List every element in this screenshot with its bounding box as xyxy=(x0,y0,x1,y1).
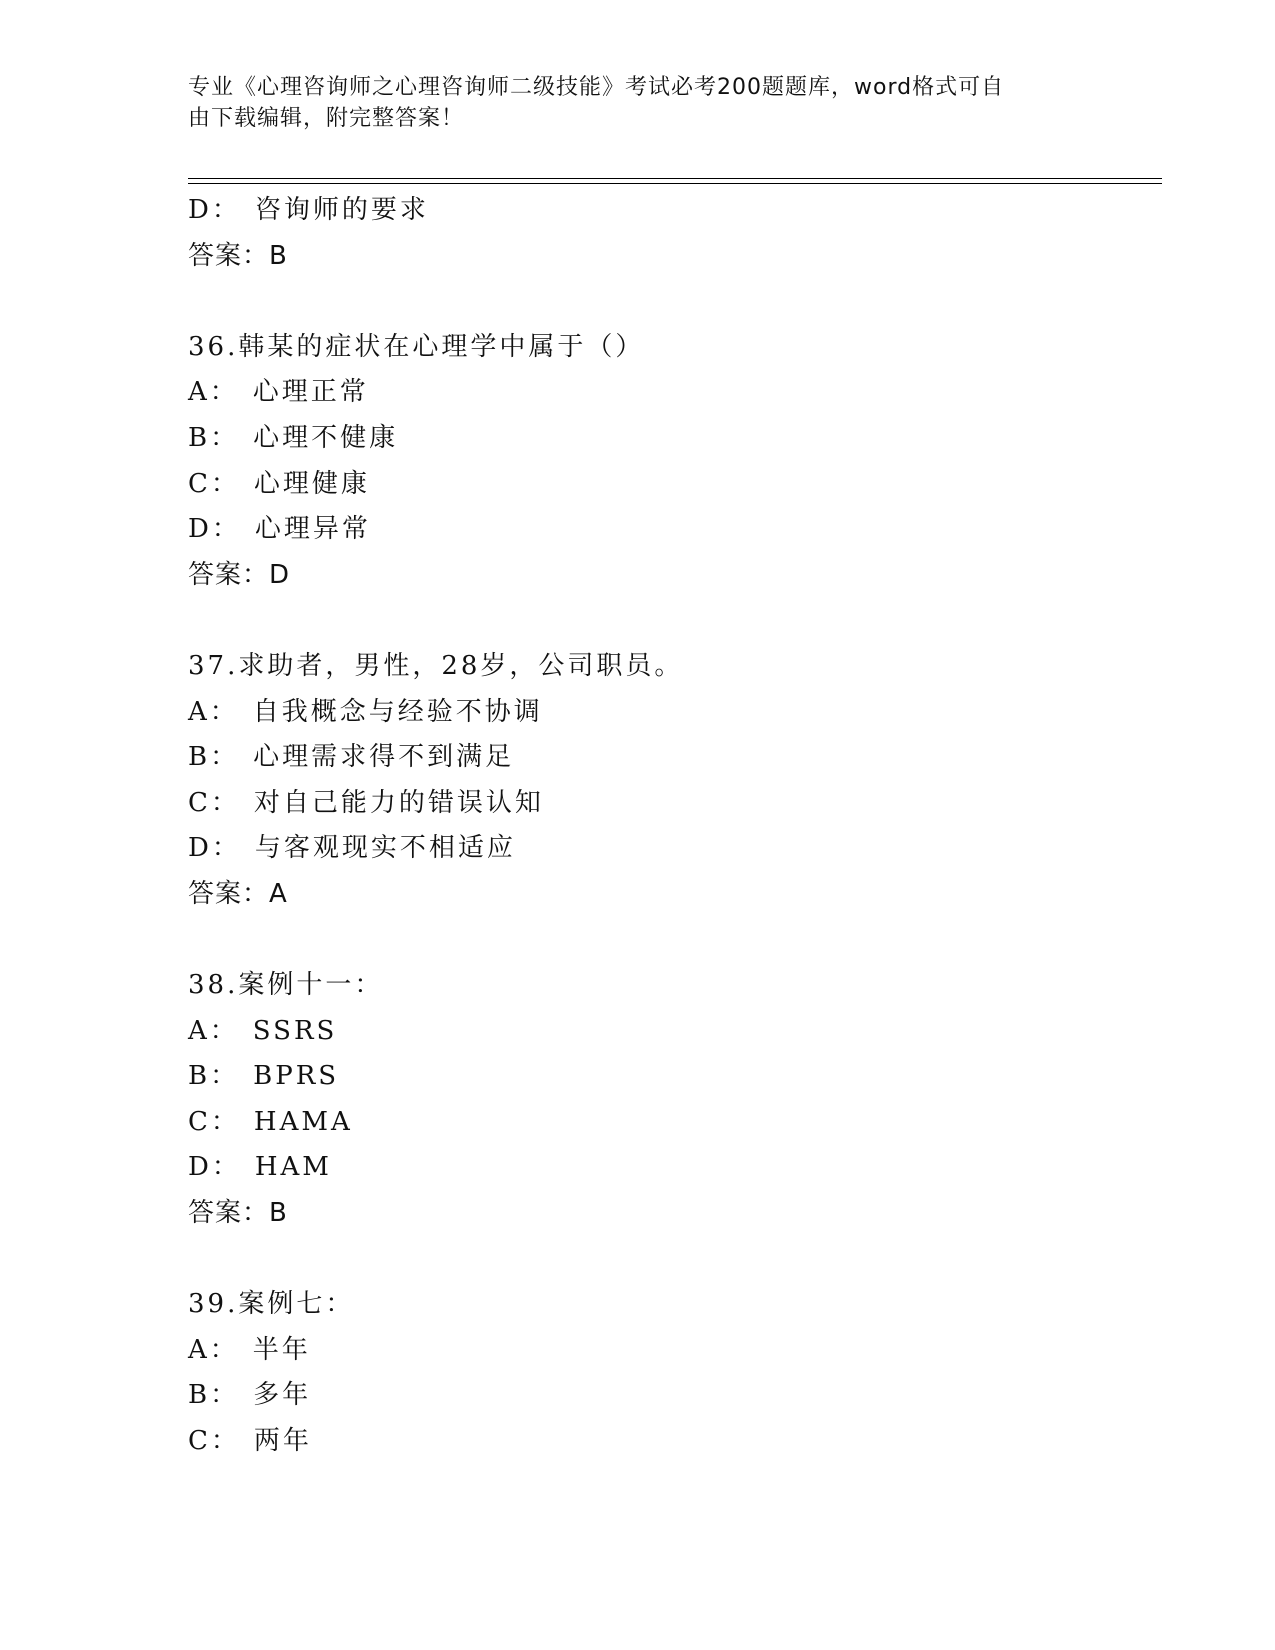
option-text: 对自己能力的错误认知 xyxy=(253,787,544,818)
option-a xyxy=(188,370,1138,416)
option-text: 两年 xyxy=(253,1426,312,1457)
spacer xyxy=(188,1237,1138,1283)
option-d xyxy=(188,507,1138,553)
option-text: 多年 xyxy=(253,1380,312,1411)
option-label: B： xyxy=(188,1061,240,1092)
option-d xyxy=(188,188,1138,234)
option-label: D： xyxy=(188,195,241,225)
option-label: A： xyxy=(188,1015,239,1046)
answer-line: 答案：D xyxy=(188,559,291,590)
option-label: B： xyxy=(188,422,240,453)
option-label: C： xyxy=(188,1106,240,1137)
option-c xyxy=(188,1100,1138,1146)
option-c xyxy=(188,462,1138,508)
option-text: 咨询师的要求 xyxy=(254,195,429,225)
option-label: A： xyxy=(188,377,239,408)
document-header xyxy=(188,72,1068,134)
question-stem-37: 37.求助者，男性，28岁，公司职员。 xyxy=(188,650,684,681)
option-label: B： xyxy=(188,1380,240,1411)
option-d xyxy=(188,1145,1138,1191)
option-b xyxy=(188,1054,1138,1100)
option-text: HAM xyxy=(254,1152,332,1183)
option-text: 心理不健康 xyxy=(253,422,399,453)
option-label: A： xyxy=(188,696,239,727)
spacer xyxy=(188,279,1138,325)
spacer xyxy=(188,918,1138,964)
option-text: 心理健康 xyxy=(253,468,370,499)
option-label: C： xyxy=(188,1426,240,1457)
option-c xyxy=(188,1419,1138,1465)
option-label: C： xyxy=(188,468,240,499)
option-d xyxy=(188,826,1138,872)
option-label: D： xyxy=(188,1152,241,1183)
question-stem-36: 36.韩某的症状在心理学中属于（） xyxy=(188,331,645,362)
option-text: HAMA xyxy=(253,1106,353,1137)
option-text: 与客观现实不相适应 xyxy=(254,833,516,864)
option-text: 自我概念与经验不协调 xyxy=(252,696,543,727)
option-b xyxy=(188,1373,1138,1419)
answer-line: 答案：A xyxy=(188,878,288,909)
header-divider-bottom xyxy=(188,183,1162,184)
option-a xyxy=(188,1009,1138,1055)
option-a xyxy=(188,1328,1138,1374)
option-c xyxy=(188,781,1138,827)
answer-line: 答案：B xyxy=(188,240,288,271)
question-list xyxy=(188,188,1138,1465)
header-divider-top xyxy=(188,178,1162,179)
option-b xyxy=(188,416,1138,462)
question-stem-39: 39.案例七： xyxy=(188,1289,355,1320)
header-line-2: 由下载编辑，附完整答案！ xyxy=(188,106,465,131)
option-text: BPRS xyxy=(253,1061,340,1092)
answer-line: 答案：B xyxy=(188,1198,288,1229)
option-label: D： xyxy=(188,514,241,545)
spacer xyxy=(188,598,1138,644)
option-text: 心理正常 xyxy=(252,377,369,408)
option-text: 半年 xyxy=(252,1334,311,1365)
header-line-1: 专业《心理咨询师之心理咨询师二级技能》考试必考200题题库，word格式可自 xyxy=(188,75,1005,100)
option-b xyxy=(188,735,1138,781)
option-text: 心理需求得不到满足 xyxy=(253,742,515,773)
option-label: A： xyxy=(188,1334,239,1365)
question-stem-38: 38.案例十一： xyxy=(188,970,384,1001)
option-label: D： xyxy=(188,833,241,864)
option-label: B： xyxy=(188,742,240,773)
option-text: 心理异常 xyxy=(254,514,371,545)
option-a xyxy=(188,690,1138,736)
option-text: SSRS xyxy=(252,1015,338,1046)
option-label: C： xyxy=(188,787,240,818)
